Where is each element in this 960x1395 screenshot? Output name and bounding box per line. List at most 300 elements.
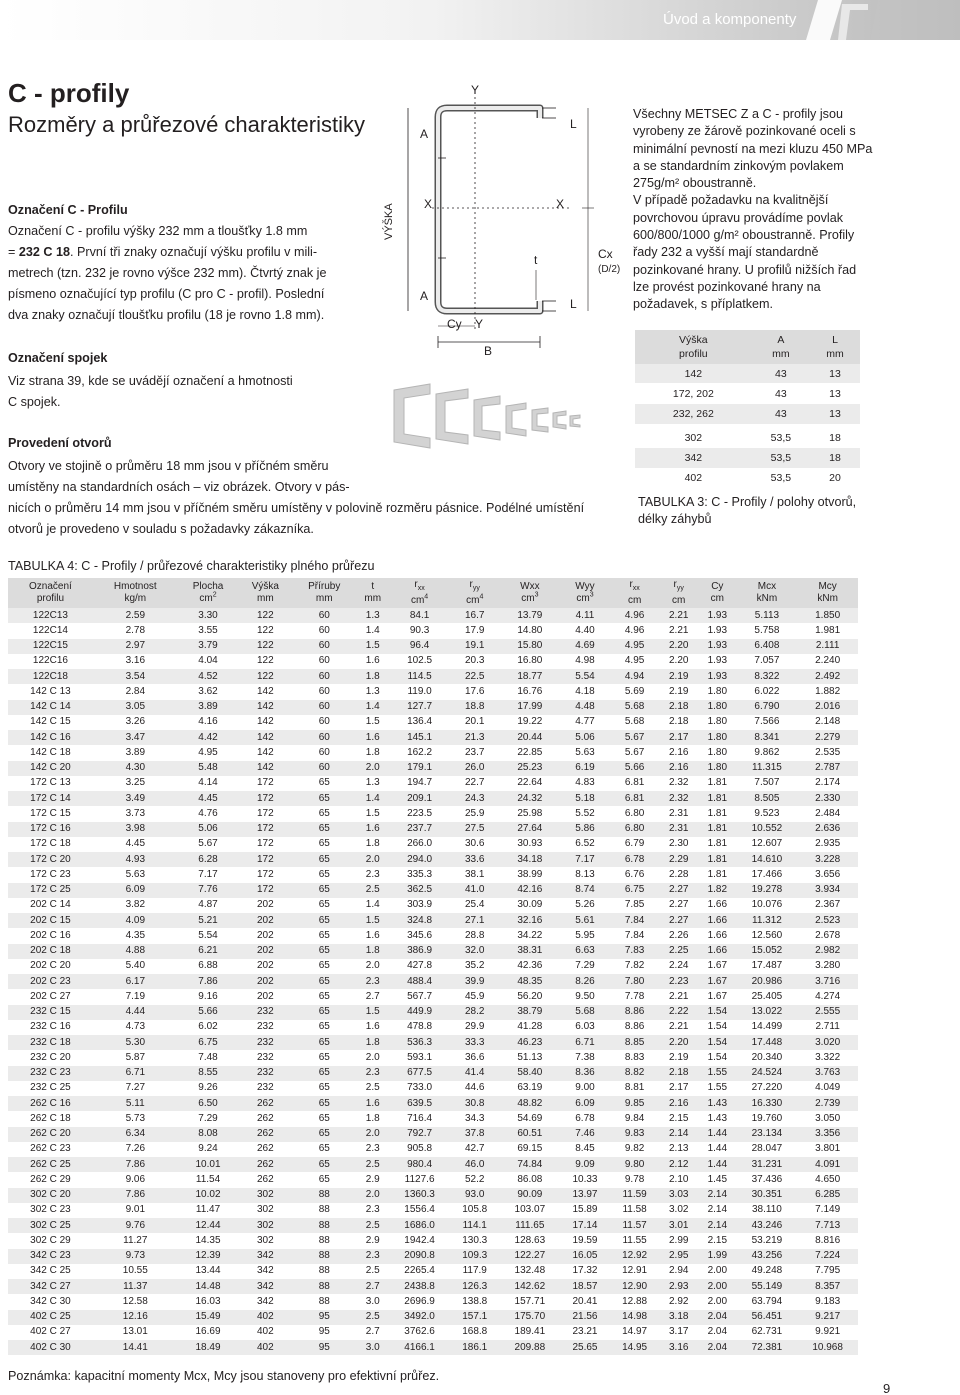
table-cell: 25.23 (500, 761, 561, 776)
table-cell: 402 (238, 1310, 292, 1325)
header-bar (0, 0, 960, 40)
table-row (8, 730, 858, 745)
table-cell: 6.80 (610, 822, 660, 837)
table-cell: 4.52 (178, 669, 239, 684)
table-cell: 172 (238, 791, 292, 806)
table-cell: 402 (238, 1340, 292, 1355)
table-cell: 7.84 (610, 913, 660, 928)
table-cell: 5.87 (93, 1050, 178, 1065)
table-cell: 262 (238, 1111, 292, 1126)
table-cell: 5.113 (737, 608, 798, 623)
table-cell: 1.5 (356, 1005, 389, 1020)
table-cell: 12.92 (610, 1249, 660, 1264)
table-cell: 2.5 (356, 1218, 389, 1233)
table-cell: 6.88 (178, 959, 239, 974)
table-cell: 6.78 (610, 852, 660, 867)
table-cell: 3.03 (659, 1188, 698, 1203)
table-cell: 1.8 (356, 1111, 389, 1126)
table-cell: 2.14 (659, 1127, 698, 1142)
table-cell: 7.84 (610, 928, 660, 943)
table-cell: 10.076 (737, 898, 798, 913)
table-cell: 12.58 (93, 1294, 178, 1309)
table-cell: 1.4 (356, 700, 389, 715)
table-cell: 302 C 29 (8, 1233, 93, 1248)
table-cell: 4.14 (178, 776, 239, 791)
table-cell: 4.48 (560, 700, 610, 715)
table-cell: 43 (752, 384, 810, 404)
table-cell: 37.8 (450, 1127, 500, 1142)
table-cell: 3492.0 (389, 1310, 450, 1325)
table-cell: 5.21 (178, 913, 239, 928)
table-cell: 6.75 (610, 883, 660, 898)
table-cell: 427.8 (389, 959, 450, 974)
table-cell: 1.44 (698, 1142, 737, 1157)
table-cell: 2.9 (356, 1172, 389, 1187)
table-cell: 19.59 (560, 1233, 610, 1248)
table-cell: 262 C 20 (8, 1127, 93, 1142)
table-cell: 27.5 (450, 822, 500, 837)
table-cell: 65 (292, 1111, 356, 1126)
table-cell: 402 (238, 1325, 292, 1340)
table-cell: 2.240 (797, 654, 858, 669)
table-cell: 3.228 (797, 852, 858, 867)
table-cell: 1556.4 (389, 1203, 450, 1218)
table-cell: 172 C 18 (8, 837, 93, 852)
table-cell: 4.77 (560, 715, 610, 730)
table-cell: 7.80 (610, 974, 660, 989)
table-cell: 27.64 (500, 822, 561, 837)
table-cell: 27.1 (450, 913, 500, 928)
table-cell: 111.65 (500, 1218, 561, 1233)
table-cell: 1.81 (698, 806, 737, 821)
table-cell: 5.48 (178, 761, 239, 776)
table-cell: 8.322 (737, 669, 798, 684)
table-cell: 11.37 (93, 1279, 178, 1294)
table-cell: 2.555 (797, 1005, 858, 1020)
table-cell: 6.63 (560, 944, 610, 959)
table-cell: 60 (292, 654, 356, 669)
table-cell: 2.330 (797, 791, 858, 806)
table-cell: 1.45 (698, 1172, 737, 1187)
table-cell: 65 (292, 852, 356, 867)
table-row (8, 989, 858, 1004)
table-row (8, 669, 858, 684)
table-cell: 1.3 (356, 608, 389, 623)
table-cell: 42.16 (500, 883, 561, 898)
table-cell: 103.07 (500, 1203, 561, 1218)
table-cell: 202 C 18 (8, 944, 93, 959)
table-cell: 20.44 (500, 730, 561, 745)
header-label: Wxx (520, 581, 540, 592)
table-cell: 7.85 (610, 898, 660, 913)
table-cell: 37.436 (737, 1172, 798, 1187)
table-cell: 2.636 (797, 822, 858, 837)
header-decoration (0, 0, 960, 40)
table-cell: 386.9 (389, 944, 450, 959)
table-cell: 232 (238, 1050, 292, 1065)
table-cell: 6.78 (560, 1111, 610, 1126)
table-cell: 14.35 (178, 1233, 239, 1248)
table-cell: 232 C 18 (8, 1035, 93, 1050)
table-cell: 6.34 (93, 1127, 178, 1142)
table-cell: 5.54 (178, 928, 239, 943)
table-cell: 1.67 (698, 959, 737, 974)
table-cell: 3.49 (93, 791, 178, 806)
table-cell: 8.816 (797, 1233, 858, 1248)
table-cell: 22.5 (450, 669, 500, 684)
table-cell: 172 C 16 (8, 822, 93, 837)
table-cell: 6.79 (610, 837, 660, 852)
table-cell: 3.16 (93, 654, 178, 669)
table-cell: 2.484 (797, 806, 858, 821)
table-cell: 4.95 (178, 745, 239, 760)
table-cell: 1.66 (698, 913, 737, 928)
table-row (635, 364, 860, 384)
table-cell: 6.21 (178, 944, 239, 959)
table-cell: 1.5 (356, 913, 389, 928)
table-cell: 2.535 (797, 745, 858, 760)
table-cell: 43 (752, 404, 810, 424)
table-cell: 38.99 (500, 867, 561, 882)
table-cell: 2.18 (659, 700, 698, 715)
table-cell: 88 (292, 1249, 356, 1264)
table-cell: 262 (238, 1172, 292, 1187)
table-cell: 33.6 (450, 852, 500, 867)
table-cell: 1127.6 (389, 1172, 450, 1187)
table-row (8, 1325, 858, 1340)
table-cell: 2.31 (659, 806, 698, 821)
table-cell: 2.3 (356, 1142, 389, 1157)
table-cell: 142 C 15 (8, 715, 93, 730)
table-cell: 8.85 (610, 1035, 660, 1050)
holes-line: otvorů je provedeno v souladu s požadavky zákazníka. (8, 522, 314, 536)
table-cell: 1.66 (698, 898, 737, 913)
label-a-top: A (420, 127, 429, 141)
joints-line: Viz strana 39, kde se uvádějí označení a hmotnosti (8, 374, 293, 388)
table-cell: 60 (292, 639, 356, 654)
table-cell: 8.86 (610, 1020, 660, 1035)
table-cell: 122 (238, 654, 292, 669)
table-cell: 209.1 (389, 791, 450, 806)
table-cell: 95 (292, 1325, 356, 1340)
table-cell: 90.09 (500, 1188, 561, 1203)
header-label: $r_{xx}$ (414, 579, 425, 592)
table-cell: 172 (238, 867, 292, 882)
table-cell: 294.0 (389, 852, 450, 867)
table-cell: 3.98 (93, 822, 178, 837)
table-cell: 302 (635, 428, 752, 448)
table-cell: 232 C 15 (8, 1005, 93, 1020)
table-cell: 232 C 20 (8, 1050, 93, 1065)
table-cell: 72.381 (737, 1340, 798, 1355)
table-cell: 7.057 (737, 654, 798, 669)
table-cell: 232 (238, 1020, 292, 1035)
table-cell: 2.5 (356, 1264, 389, 1279)
table-cell: 1.981 (797, 623, 858, 638)
table-cell: 65 (292, 1096, 356, 1111)
table-cell: 65 (292, 928, 356, 943)
table-cell: 29.9 (450, 1020, 500, 1035)
table-cell: 142 C 18 (8, 745, 93, 760)
table-cell: 2.982 (797, 944, 858, 959)
table-cell: 142 C 14 (8, 700, 93, 715)
table-cell: 114.1 (450, 1218, 500, 1233)
table-cell: 9.50 (560, 989, 610, 1004)
col-header (178, 578, 239, 608)
table-cell: 38.79 (500, 1005, 561, 1020)
table-cell: 5.18 (560, 791, 610, 806)
table-cell: 3.0 (356, 1294, 389, 1309)
table-cell: 1.93 (698, 654, 737, 669)
table-cell: 65 (292, 1066, 356, 1081)
table-cell: 30.8 (450, 1096, 500, 1111)
table-cell: 20.41 (560, 1294, 610, 1309)
holes-line: nicích o průměru 14 mm jsou v příčném směru umístěny v polovině rozměru pásnice. Podélné umístění (8, 501, 585, 515)
table-cell: 2.3 (356, 1066, 389, 1081)
header-unit: cm (627, 595, 642, 606)
header-label: t (371, 581, 375, 592)
table-cell: 2.14 (698, 1203, 737, 1218)
table-cell: 302 C 20 (8, 1188, 93, 1203)
table-cell: 2.5 (356, 883, 389, 898)
table-cell: 179.1 (389, 761, 450, 776)
table-cell: 11.57 (610, 1218, 660, 1233)
table-cell: 11.54 (178, 1172, 239, 1187)
table-cell: 402 C 25 (8, 1310, 93, 1325)
table-cell: 3.02 (659, 1203, 698, 1218)
table-cell: 6.71 (93, 1066, 178, 1081)
table-cell: 9.84 (610, 1111, 660, 1126)
table-row (8, 1218, 858, 1233)
table-cell: 342 C 23 (8, 1249, 93, 1264)
table-cell: 232 (238, 1005, 292, 1020)
table-cell: 2.12 (659, 1157, 698, 1172)
table-cell: 15.80 (500, 639, 561, 654)
table-cell: 232, 262 (635, 404, 752, 424)
table-cell: 4.16 (178, 715, 239, 730)
table-cell: 302 (238, 1188, 292, 1203)
table-row (8, 974, 858, 989)
table-cell: 1.6 (356, 654, 389, 669)
table-cell: 2.04 (698, 1325, 737, 1340)
col-header (8, 578, 93, 608)
table-cell: 172 (238, 776, 292, 791)
table-cell: 342 C 30 (8, 1294, 93, 1309)
table-cell: 3.020 (797, 1035, 858, 1050)
table-cell: 2.15 (698, 1233, 737, 1248)
table-row (8, 1172, 858, 1187)
table-cell: 63.19 (500, 1081, 561, 1096)
table-cell: 2.14 (698, 1188, 737, 1203)
table-cell: 12.91 (610, 1264, 660, 1279)
table-cell: 262 C 25 (8, 1157, 93, 1172)
table-row (635, 468, 860, 488)
table-cell: 162.2 (389, 745, 450, 760)
table-cell: 2.92 (659, 1294, 698, 1309)
table-row (635, 428, 860, 448)
table-cell: 130.3 (450, 1233, 500, 1248)
table-cell: 5.73 (93, 1111, 178, 1126)
table-cell: 65 (292, 822, 356, 837)
coating-description (633, 106, 873, 314)
table-cell: 52.2 (450, 1172, 500, 1187)
designation-line: metrech (tzn. 232 je rovno výšce 232 mm). Čtvrtý znak je (8, 266, 327, 280)
table-cell: 232 C 23 (8, 1066, 93, 1081)
table-cell: 9.09 (560, 1157, 610, 1172)
table-cell: 4.11 (560, 608, 610, 623)
col-header (389, 578, 450, 608)
table-cell: 6.408 (737, 639, 798, 654)
table-cell: 10.552 (737, 822, 798, 837)
table-cell: 7.27 (93, 1081, 178, 1096)
table-cell: 127.7 (389, 700, 450, 715)
table-cell: 3.89 (93, 745, 178, 760)
table-cell: 4.94 (610, 669, 660, 684)
table-cell: 536.3 (389, 1035, 450, 1050)
table-cell: 53.219 (737, 1233, 798, 1248)
table-cell: 13.44 (178, 1264, 239, 1279)
table-cell: 2.32 (659, 791, 698, 806)
table-cell: 60 (292, 684, 356, 699)
table-cell: 5.95 (560, 928, 610, 943)
table-cell: 19.278 (737, 883, 798, 898)
table-cell: 7.19 (93, 989, 178, 1004)
designation-example: 232 C 18 (18, 245, 70, 259)
table-cell: 1.8 (356, 944, 389, 959)
table-cell: 65 (292, 867, 356, 882)
holes-heading: Provedení otvorů (8, 436, 112, 450)
table-cell: 3.18 (659, 1310, 698, 1325)
table-cell: 21.3 (450, 730, 500, 745)
table-cell: 1.93 (698, 623, 737, 638)
table-cell: 262 (238, 1127, 292, 1142)
coating-paragraph: Všechny METSEC Z a C - profily jsou vyrobeny ze žárově pozinkované oceli s minimální pevností na mezi kluzu 450 MPa a se standardním zinkovým povlakem 275g/m² oboustranně. (633, 107, 873, 191)
table-row (8, 837, 858, 852)
table-cell: 2.492 (797, 669, 858, 684)
table-cell: 5.69 (610, 684, 660, 699)
table-cell: 2.24 (659, 959, 698, 974)
table-cell: 478.8 (389, 1020, 450, 1035)
table-cell: 4.87 (178, 898, 239, 913)
table-cell: 6.09 (560, 1096, 610, 1111)
table-cell: 302 C 25 (8, 1218, 93, 1233)
table-cell: 12.607 (737, 837, 798, 852)
table-cell: 7.29 (178, 1111, 239, 1126)
table-cell: 5.54 (560, 669, 610, 684)
table-cell: 262 C 16 (8, 1096, 93, 1111)
table-cell: 22.85 (500, 745, 561, 760)
table-cell: 22.7 (450, 776, 500, 791)
table-cell: 28.2 (450, 1005, 500, 1020)
section-title: Úvod a komponenty (663, 11, 797, 28)
header-label: Označení (29, 581, 72, 592)
table-cell: 3.89 (178, 700, 239, 715)
table-cell: 2.678 (797, 928, 858, 943)
table-cell: 232 (238, 1066, 292, 1081)
table-cell: 122 (238, 608, 292, 623)
table-cell: 1.93 (698, 608, 737, 623)
label-t: t (534, 253, 538, 267)
table-cell: 88 (292, 1279, 356, 1294)
table-cell: 16.76 (500, 684, 561, 699)
table-cell: 5.67 (610, 730, 660, 745)
joints-section (8, 348, 368, 413)
table-row (8, 639, 858, 654)
table-cell: 5.52 (560, 806, 610, 821)
table-cell: 15.052 (737, 944, 798, 959)
table-cell: 7.795 (797, 1264, 858, 1279)
table-cell: 2.18 (659, 715, 698, 730)
table-cell: 2.27 (659, 913, 698, 928)
table-cell: 8.45 (560, 1142, 610, 1157)
table-row (8, 623, 858, 638)
table-cell: 1.54 (698, 1020, 737, 1035)
table-cell: 17.487 (737, 959, 798, 974)
table-cell: 2.04 (698, 1340, 737, 1355)
label-x-right: X (556, 197, 565, 211)
table-cell: 1.3 (356, 684, 389, 699)
table-cell: 43.246 (737, 1218, 798, 1233)
table-cell: 17.6 (450, 684, 500, 699)
table-cell: 7.507 (737, 776, 798, 791)
header-unit: cm (710, 593, 724, 604)
table-cell: 3.17 (659, 1325, 698, 1340)
table-row (8, 761, 858, 776)
table-cell: 9.00 (560, 1081, 610, 1096)
table-cell: 6.50 (178, 1096, 239, 1111)
table-cell: 4.049 (797, 1081, 858, 1096)
table-cell: 142 (238, 730, 292, 745)
table-cell: 1.44 (698, 1157, 737, 1172)
table-cell: 38.110 (737, 1203, 798, 1218)
table-cell: 2.5 (356, 1310, 389, 1325)
table-cell: 5.66 (610, 761, 660, 776)
table-cell: 2.7 (356, 1325, 389, 1340)
table-cell: 4.09 (93, 913, 178, 928)
table-cell: 194.7 (389, 776, 450, 791)
table-row (8, 654, 858, 669)
table-cell: 4.35 (93, 928, 178, 943)
table-cell: 4.76 (178, 806, 239, 821)
table-cell: 4.30 (93, 761, 178, 776)
table-cell: 4.95 (610, 654, 660, 669)
table-cell: 60 (292, 700, 356, 715)
table-cell: 4.98 (560, 654, 610, 669)
table-cell: 2.21 (659, 1020, 698, 1035)
table-cell: 1.43 (698, 1111, 737, 1126)
table-cell: 1.80 (698, 700, 737, 715)
table-cell: 17.99 (500, 700, 561, 715)
table-cell: 35.2 (450, 959, 500, 974)
table-cell: 31.231 (737, 1157, 798, 1172)
table-cell: 45.9 (450, 989, 500, 1004)
table-cell: 402 C 30 (8, 1340, 93, 1355)
table-cell: 1.81 (698, 776, 737, 791)
table-cell: 14.610 (737, 852, 798, 867)
table-cell: 74.84 (500, 1157, 561, 1172)
header-label: $r_{yy}$ (673, 579, 684, 592)
table-cell: 60 (292, 761, 356, 776)
table-cell: 12.39 (178, 1249, 239, 1264)
table-cell: 27.220 (737, 1081, 798, 1096)
table-cell: 34.18 (500, 852, 561, 867)
table-cell: 2.21 (659, 608, 698, 623)
header-label: Cy (711, 581, 724, 592)
table-cell: 2.28 (659, 867, 698, 882)
table-cell: 2.16 (659, 1096, 698, 1111)
table-cell: 5.26 (560, 898, 610, 913)
table-row (8, 608, 858, 623)
